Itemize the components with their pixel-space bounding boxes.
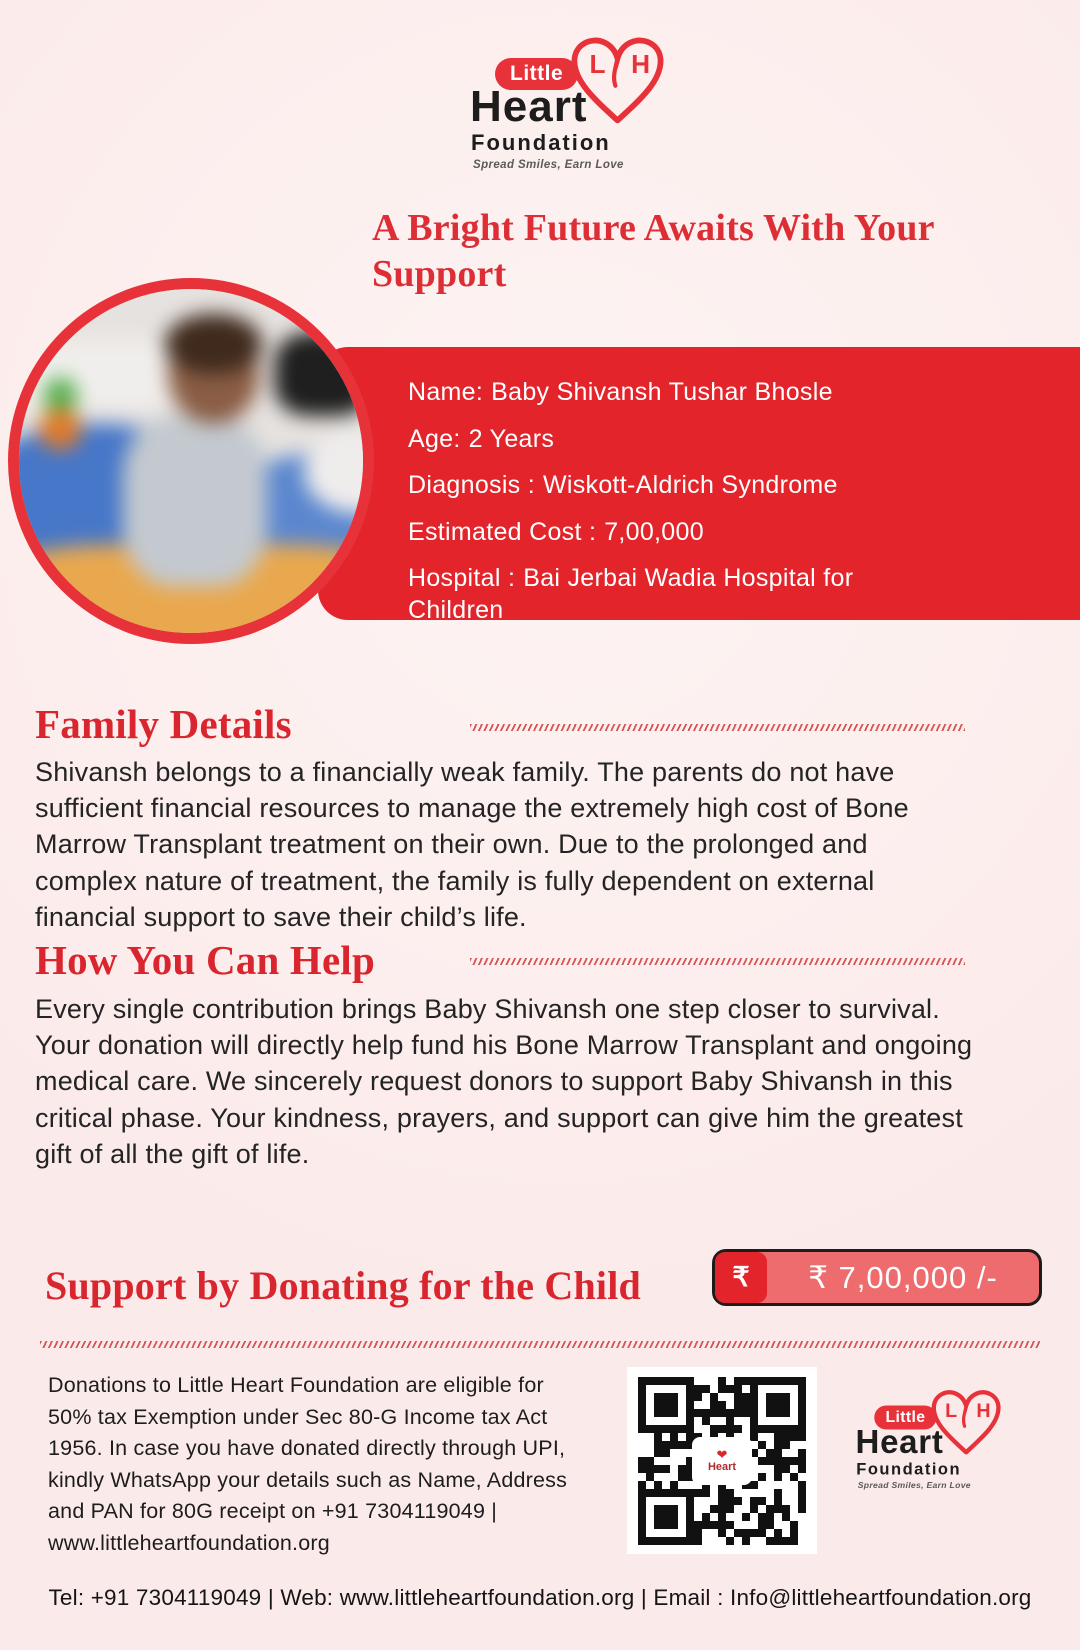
logo-foundation-word: Foundation: [471, 130, 611, 155]
qr-center-logo: [694, 1439, 750, 1483]
donation-qr-code: [627, 1367, 817, 1554]
page-title: A Bright Future Awaits With Your Support: [372, 207, 935, 296]
logo-heart-word: Heart: [470, 82, 588, 131]
family-details-heading: Family Details: [35, 701, 292, 747]
how-help-divider: [470, 958, 965, 965]
cost-value: 7,00,000: [604, 517, 704, 546]
diagnosis-label: Diagnosis :: [408, 471, 535, 499]
qr-pattern: [638, 1377, 806, 1545]
bottom-divider: [40, 1341, 1040, 1348]
foundation-logo-small: [833, 1383, 1006, 1496]
patient-diagnosis-row: [408, 470, 1040, 502]
diagnosis-value: Wiskott-Aldrich Syndrome: [542, 471, 838, 499]
monogram-h: H: [631, 49, 651, 80]
logo-tagline: Spread Smiles, Earn Love: [473, 159, 624, 171]
logo-little-badge: Little: [874, 1406, 936, 1430]
mini-heart-icon: ❤: [716, 1446, 728, 1462]
foundation-logo: [440, 28, 670, 178]
family-details-paragraph: Shivansh belongs to a financially weak family. The parents do not have sufficient financial resources to manage the extremely high cost of Bone Marrow Transplant treatment on their own. Due to the prolonged and complex nature of treatment, the family is fully dependent on external financial support to save their child’s life.: [35, 757, 909, 932]
logo-heart-word: Heart: [855, 1423, 944, 1461]
logo-tagline: Spread Smiles, Earn Love: [857, 1481, 971, 1491]
patient-hospital-row: [408, 563, 928, 626]
donation-amount: ₹ 7,00,000 /-: [808, 1259, 998, 1295]
qr-finder-icon: [750, 1377, 806, 1433]
age-value: 2 Years: [468, 424, 555, 453]
family-details-divider: [470, 724, 965, 731]
how-help-heading: How You Can Help: [35, 937, 375, 983]
patient-cost-row: [408, 517, 1040, 549]
monogram-l: L: [945, 1399, 958, 1422]
donation-amount-badge: [712, 1249, 1042, 1306]
qr-finder-icon: [638, 1489, 694, 1545]
patient-name-row: [408, 377, 1040, 409]
age-label: Age:: [408, 424, 461, 453]
donate-heading: Support by Donating for the Child: [45, 1263, 641, 1308]
contact-footer: Tel: +91 7304119049 | Web: www.littleheartfoundation.org | Email : Info@littleheartfoundation.org: [48, 1585, 1032, 1610]
child-photo: [8, 278, 374, 644]
monogram-l: L: [589, 49, 606, 80]
name-label: Name:: [408, 378, 484, 406]
how-help-paragraph: Every single contribution brings Baby Shivansh one step closer to survival. Your donation will directly help fund his Bone Marrow Transplant and ongoing medical care. We sincerely request donors to support Baby Shivansh in this critical phase. Your kindness, prayers, and support can give him the greatest gift of all the gift of life.: [35, 994, 973, 1169]
logo-little-badge: Little: [495, 58, 578, 90]
hospital-value: Bai Jerbai Wadia Hospital for Children: [408, 564, 854, 624]
logo-foundation-word: Foundation: [856, 1459, 962, 1479]
name-value: Baby Shivansh Tushar Bhosle: [491, 378, 833, 406]
child-photo-blurred-scene: [8, 278, 374, 644]
tax-exemption-note: Donations to Little Heart Foundation are eligible for 50% tax Exemption under Sec 80-G Income tax Act 1956. In case you have donated directly through UPI, kindly WhatsApp your details such as Name, Address and PAN for 80G receipt on +91 7304119049 | www.littleheartfoundation.org: [48, 1373, 568, 1555]
cost-label: Estimated Cost :: [408, 517, 597, 546]
patient-age-row: [408, 424, 1040, 456]
qr-finder-icon: [638, 1377, 694, 1433]
monogram-h: H: [976, 1399, 991, 1422]
patient-info-card: [318, 347, 1080, 624]
mini-logo-word: Heart: [707, 1460, 737, 1473]
rupee-icon: ₹: [715, 1252, 767, 1303]
hospital-label: Hospital :: [408, 564, 516, 592]
